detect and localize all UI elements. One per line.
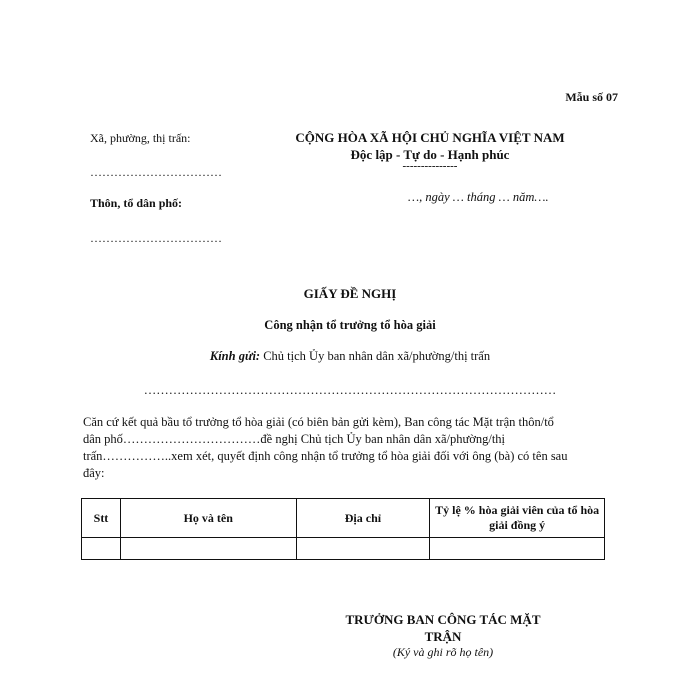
nominee-table xyxy=(81,498,605,560)
commune-dots: …………………………… xyxy=(90,165,222,179)
motto: Độc lập - Tự do - Hạnh phúc xyxy=(350,147,510,162)
column-header-approval-rate: Tỷ lệ % hòa giải viên của tổ hòa giải đồng ý xyxy=(430,499,605,538)
table-header-row xyxy=(82,499,605,538)
nation-heading: CỘNG HÒA XÃ HỘI CHỦ NGHĨA VIỆT NAM xyxy=(295,130,565,145)
heading-separator: --------------- xyxy=(402,160,458,172)
table-cell xyxy=(296,538,430,560)
village-label: Thôn, tổ dân phố: xyxy=(90,196,183,210)
column-header-name: Họ và tên xyxy=(120,499,296,538)
signature-note: (Ký và ghi rõ họ tên) xyxy=(392,645,494,659)
table-cell xyxy=(430,538,605,560)
recipient-text: Chủ tịch Ủy ban nhân dân xã/phường/thị trấn xyxy=(260,349,491,363)
document-title: GIẤY ĐỀ NGHỊ xyxy=(303,286,397,301)
body-line-4: đây: xyxy=(83,466,105,480)
table-cell xyxy=(82,538,121,560)
column-header-stt: Stt xyxy=(82,499,121,538)
recipient-dots: ……………………………………………………………………………………… xyxy=(143,383,557,397)
commune-label: Xã, phường, thị trấn: xyxy=(90,131,191,145)
table-row xyxy=(82,538,605,560)
village-dots: …………………………… xyxy=(90,231,222,245)
body-line-2: dân phố……………………………đề nghị Chủ tịch Ủy ban nhân dân xã/phường/thị xyxy=(83,432,506,446)
body-line-1: Căn cứ kết quả bầu tổ trưởng tổ hòa giải (có biên bản gửi kèm), Ban công tác Mặt trận thôn/tổ xyxy=(83,415,554,429)
form-number: Mẫu số 07 xyxy=(565,90,618,104)
signature-title: TRƯỞNG BAN CÔNG TÁC MẶT TRẬN xyxy=(345,612,541,644)
date-line: …, ngày … tháng … năm…. xyxy=(408,190,549,204)
document-subtitle: Công nhận tổ trưởng tổ hòa giải xyxy=(264,318,436,332)
body-line-3: trấn……………..xem xét, quyết định công nhận tổ trưởng tổ hòa giải đối với ông (bà) có tên sau xyxy=(83,449,568,463)
column-header-address: Địa chỉ xyxy=(296,499,430,538)
table-cell xyxy=(120,538,296,560)
recipient-line xyxy=(0,349,700,364)
recipient-label: Kính gửi: xyxy=(209,349,261,363)
